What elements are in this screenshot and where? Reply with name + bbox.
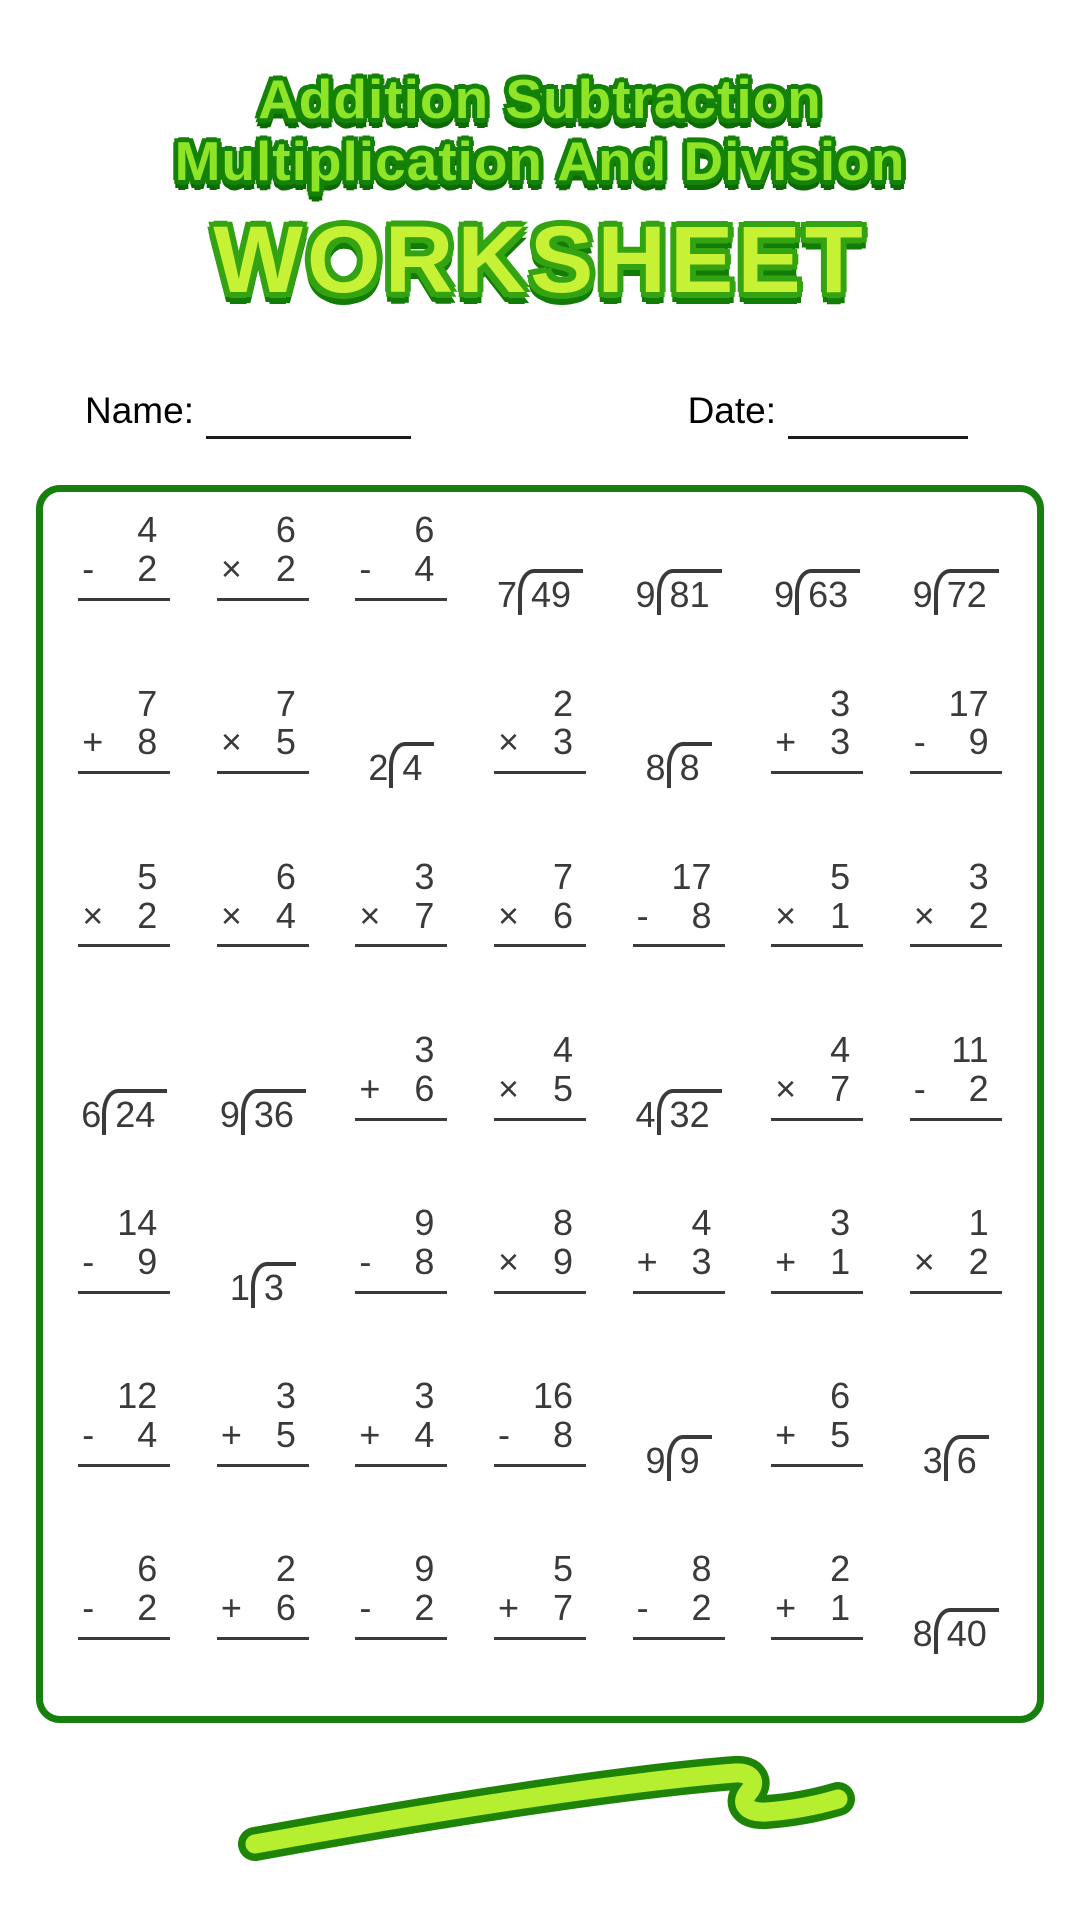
grid-cell (609, 671, 748, 844)
bottom-number: 1 (830, 894, 851, 936)
date-label: Date: (687, 390, 776, 431)
title-line-1: Addition Subtraction (258, 68, 822, 130)
math-problem-vertical (217, 1550, 309, 1640)
math-problem-division (913, 569, 999, 615)
grid-cell (609, 1191, 748, 1364)
grid-cell (886, 1191, 1025, 1364)
top-number: 2 (275, 1548, 296, 1590)
divisor: 4 (635, 1093, 656, 1135)
bottom-number: 4 (414, 1413, 435, 1455)
operator-sign: × (82, 894, 104, 936)
bottom-number: 2 (414, 1587, 435, 1629)
divisor: 2 (368, 747, 389, 789)
math-problem-vertical (78, 1201, 170, 1294)
grid-cell (194, 1364, 333, 1537)
grid-cell (55, 498, 194, 671)
bottom-number: 3 (552, 721, 573, 763)
bottom-number: 7 (830, 1067, 851, 1109)
math-problem-vertical (78, 1377, 170, 1467)
math-problem-vertical (217, 511, 309, 601)
operator-sign: + (636, 1240, 658, 1282)
math-problem-division (368, 742, 434, 788)
bottom-number: 5 (275, 1413, 296, 1455)
top-number: 6 (275, 855, 296, 897)
grid-cell (194, 1191, 333, 1364)
grid-cell (55, 1017, 194, 1190)
name-date-row (0, 390, 1080, 432)
math-problem-vertical (771, 1377, 863, 1467)
math-problem-vertical (355, 511, 447, 601)
grid-cell (748, 671, 887, 844)
grid-cell (886, 844, 1025, 1017)
grid-cell (332, 671, 471, 844)
bottom-number: 2 (137, 548, 158, 590)
top-number: 6 (275, 509, 296, 551)
grid-cell (471, 1364, 610, 1537)
dividend: 24 (102, 1089, 167, 1135)
dividend: 8 (667, 742, 712, 788)
top-number: 2 (830, 1548, 851, 1590)
grid-cell (471, 1537, 610, 1710)
divisor: 7 (496, 574, 517, 616)
grid-cell (55, 671, 194, 844)
math-problem-vertical (355, 1550, 447, 1640)
grid-cell (609, 1537, 748, 1710)
grid-cell (748, 1364, 887, 1537)
math-problem-vertical (217, 1377, 309, 1467)
grid-cell (471, 1191, 610, 1364)
grid-cell (471, 1017, 610, 1190)
operator-sign: - (82, 1587, 95, 1629)
operator-sign: × (497, 894, 520, 936)
math-problem-vertical (494, 1377, 586, 1467)
bottom-number: 9 (137, 1240, 158, 1282)
dividend: 40 (934, 1608, 999, 1654)
grid-cell (748, 1191, 887, 1364)
grid-cell (471, 498, 610, 671)
bottom-number: 8 (137, 721, 158, 763)
operator-sign: - (359, 1587, 372, 1629)
operator-sign: + (359, 1413, 381, 1455)
top-number: 17 (948, 682, 989, 724)
math-problem-vertical (771, 1028, 863, 1121)
top-number: 3 (968, 855, 989, 897)
top-number: 12 (117, 1375, 158, 1417)
math-problem-vertical (910, 1201, 1002, 1294)
math-problem-vertical (494, 1550, 586, 1640)
operator-sign: + (497, 1587, 520, 1629)
bottom-number: 5 (275, 721, 296, 763)
bottom-number: 4 (137, 1413, 158, 1455)
math-problem-vertical (910, 1028, 1002, 1121)
grid-cell (194, 844, 333, 1017)
operator-sign: + (775, 1587, 797, 1629)
operator-sign: - (497, 1413, 510, 1455)
bottom-number: 2 (691, 1587, 712, 1629)
bottom-number: 4 (275, 894, 296, 936)
name-blank-line (206, 394, 411, 439)
top-number: 3 (830, 1201, 851, 1243)
math-problem-vertical (494, 1028, 586, 1121)
math-problem-division (774, 569, 860, 615)
grid-cell (609, 1364, 748, 1537)
operator-sign: + (220, 1413, 242, 1455)
grid-cell (471, 671, 610, 844)
math-problem-division (636, 1089, 722, 1135)
divisor: 3 (922, 1440, 943, 1482)
top-number: 9 (414, 1548, 435, 1590)
bottom-number: 9 (968, 721, 989, 763)
top-number: 3 (414, 1028, 435, 1070)
math-problem-division (646, 742, 712, 788)
bottom-number: 7 (552, 1587, 573, 1629)
dividend: 9 (667, 1435, 712, 1481)
top-number: 14 (117, 1201, 158, 1243)
operator-sign: + (82, 721, 104, 763)
grid-cell (194, 498, 333, 671)
grid-cell (332, 498, 471, 671)
top-number: 4 (552, 1028, 573, 1070)
divisor: 6 (81, 1093, 102, 1135)
math-problem-vertical (771, 1550, 863, 1640)
top-number: 8 (552, 1201, 573, 1243)
divisor: 9 (774, 574, 795, 616)
math-problem-vertical (771, 855, 863, 948)
grid-cell (194, 1537, 333, 1710)
math-problem-division (636, 569, 722, 615)
top-number: 3 (830, 682, 851, 724)
grid-cell (886, 498, 1025, 671)
grid-cell (55, 1537, 194, 1710)
top-number: 5 (552, 1548, 573, 1590)
bottom-number: 5 (830, 1413, 851, 1455)
math-problem-vertical (633, 1550, 725, 1640)
grid-cell (886, 1364, 1025, 1537)
grid-cell (471, 844, 610, 1017)
grid-cell (886, 671, 1025, 844)
date-blank-line (788, 394, 968, 439)
operator-sign: + (359, 1067, 381, 1109)
problems-grid (36, 485, 1044, 1723)
bottom-number: 9 (552, 1240, 573, 1282)
operator-sign: × (775, 1067, 797, 1109)
dividend: 72 (934, 569, 999, 615)
bottom-number: 3 (691, 1240, 712, 1282)
divisor: 8 (645, 747, 666, 789)
bottom-number: 6 (275, 1587, 296, 1629)
top-number: 3 (414, 1375, 435, 1417)
operator-sign: × (497, 721, 520, 763)
math-problem-vertical (217, 855, 309, 948)
operator-sign: × (913, 1240, 935, 1282)
grid-cell (748, 844, 887, 1017)
top-number: 7 (137, 682, 158, 724)
dividend: 32 (657, 1089, 722, 1135)
bottom-number: 8 (414, 1240, 435, 1282)
math-problem-vertical (910, 855, 1002, 948)
grid-cell (886, 1017, 1025, 1190)
grid-cell (332, 1017, 471, 1190)
dividend: 63 (795, 569, 860, 615)
math-problem-vertical (771, 682, 863, 775)
operator-sign: - (636, 1587, 649, 1629)
math-problem-vertical (633, 1201, 725, 1294)
bottom-number: 2 (137, 1587, 158, 1629)
divisor: 9 (912, 574, 933, 616)
top-number: 1 (968, 1201, 989, 1243)
grid-cell (55, 1191, 194, 1364)
bottom-number: 2 (275, 548, 296, 590)
operator-sign: - (913, 721, 926, 763)
operator-sign: - (636, 894, 649, 936)
math-problem-vertical (494, 855, 586, 948)
name-field (85, 390, 411, 432)
dividend: 81 (657, 569, 722, 615)
page-header (0, 0, 1080, 315)
bottom-number: 2 (968, 1240, 989, 1282)
top-number: 3 (414, 855, 435, 897)
operator-sign: × (913, 894, 935, 936)
math-problem-vertical (355, 1201, 447, 1294)
math-problem-vertical (355, 855, 447, 948)
divisor: 9 (635, 574, 656, 616)
bottom-number: 2 (137, 894, 158, 936)
title-line-2: Multiplication And Division (174, 130, 906, 193)
dividend: 36 (241, 1089, 306, 1135)
grid-cell (609, 1017, 748, 1190)
operator-sign: - (82, 548, 95, 590)
operator-sign: - (913, 1067, 926, 1109)
bottom-number: 8 (552, 1413, 573, 1455)
math-problem-vertical (217, 682, 309, 775)
math-problem-vertical (494, 682, 586, 775)
operator-sign: × (220, 721, 242, 763)
top-number: 2 (552, 682, 573, 724)
grid-cell (332, 1537, 471, 1710)
bottom-number: 4 (414, 548, 435, 590)
dividend: 3 (251, 1262, 296, 1308)
bottom-number: 5 (552, 1067, 573, 1109)
operator-sign: × (220, 548, 242, 590)
top-number: 4 (137, 509, 158, 551)
divisor: 9 (645, 1440, 666, 1482)
operator-sign: - (82, 1240, 95, 1282)
math-problem-vertical (78, 682, 170, 775)
top-number: 8 (691, 1548, 712, 1590)
top-number: 6 (830, 1375, 851, 1417)
bottom-number: 1 (830, 1240, 851, 1282)
top-number: 16 (532, 1375, 573, 1417)
grid-cell (332, 844, 471, 1017)
math-problem-vertical (355, 1377, 447, 1467)
operator-sign: + (775, 1413, 797, 1455)
divisor: 9 (219, 1093, 240, 1135)
bottom-number: 2 (968, 1067, 989, 1109)
grid-cell (55, 844, 194, 1017)
grid-cell (748, 1537, 887, 1710)
math-problem-division (913, 1608, 999, 1654)
top-number: 7 (552, 855, 573, 897)
grid-cell (332, 1364, 471, 1537)
name-label: Name: (85, 390, 194, 431)
grid-cell (748, 1017, 887, 1190)
grid-cell (609, 498, 748, 671)
operator-sign: - (359, 1240, 372, 1282)
top-number: 6 (414, 509, 435, 551)
operator-sign: + (220, 1587, 242, 1629)
math-problem-division (230, 1262, 296, 1308)
top-number: 17 (671, 855, 712, 897)
operator-sign: × (220, 894, 242, 936)
top-number: 4 (830, 1028, 851, 1070)
math-problem-vertical (910, 682, 1002, 775)
operator-sign: - (359, 548, 372, 590)
math-problem-division (497, 569, 583, 615)
bottom-number: 8 (691, 894, 712, 936)
operator-sign: × (359, 894, 381, 936)
divisor: 1 (229, 1266, 250, 1308)
math-problem-vertical (355, 1028, 447, 1121)
operator-sign: + (775, 721, 797, 763)
operator-sign: × (497, 1240, 520, 1282)
divisor: 8 (912, 1613, 933, 1655)
dividend: 49 (518, 569, 583, 615)
bottom-number: 2 (968, 894, 989, 936)
top-number: 5 (830, 855, 851, 897)
math-problem-vertical (78, 511, 170, 601)
grid-cell (55, 1364, 194, 1537)
math-problem-division (646, 1435, 712, 1481)
math-problem-division (923, 1435, 989, 1481)
grid-cell (194, 1017, 333, 1190)
worksheet-title: WORKSHEET (213, 207, 867, 314)
math-problem-division (81, 1089, 167, 1135)
bottom-number: 3 (830, 721, 851, 763)
bottom-number: 6 (414, 1067, 435, 1109)
grid-cell (194, 671, 333, 844)
dividend: 4 (389, 742, 434, 788)
math-problem-vertical (78, 1550, 170, 1640)
operator-sign: + (775, 1240, 797, 1282)
grid-cell (332, 1191, 471, 1364)
top-number: 7 (275, 682, 296, 724)
grid-cell (609, 844, 748, 1017)
top-number: 4 (691, 1201, 712, 1243)
math-problem-vertical (771, 1201, 863, 1294)
math-problem-vertical (633, 855, 725, 948)
date-field (688, 390, 968, 432)
top-number: 9 (414, 1201, 435, 1243)
grid-cell (886, 1537, 1025, 1710)
bottom-number: 6 (552, 894, 573, 936)
top-number: 3 (275, 1375, 296, 1417)
math-problem-vertical (78, 855, 170, 948)
operator-sign: × (775, 894, 797, 936)
top-number: 6 (137, 1548, 158, 1590)
math-problem-vertical (494, 1201, 586, 1294)
dividend: 6 (944, 1435, 989, 1481)
bottom-number: 7 (414, 894, 435, 936)
top-number: 5 (137, 855, 158, 897)
bottom-number: 1 (830, 1587, 851, 1629)
operator-sign: - (82, 1413, 95, 1455)
operator-sign: × (497, 1067, 520, 1109)
top-number: 11 (951, 1028, 989, 1070)
grid-cell (748, 498, 887, 671)
math-problem-division (220, 1089, 306, 1135)
